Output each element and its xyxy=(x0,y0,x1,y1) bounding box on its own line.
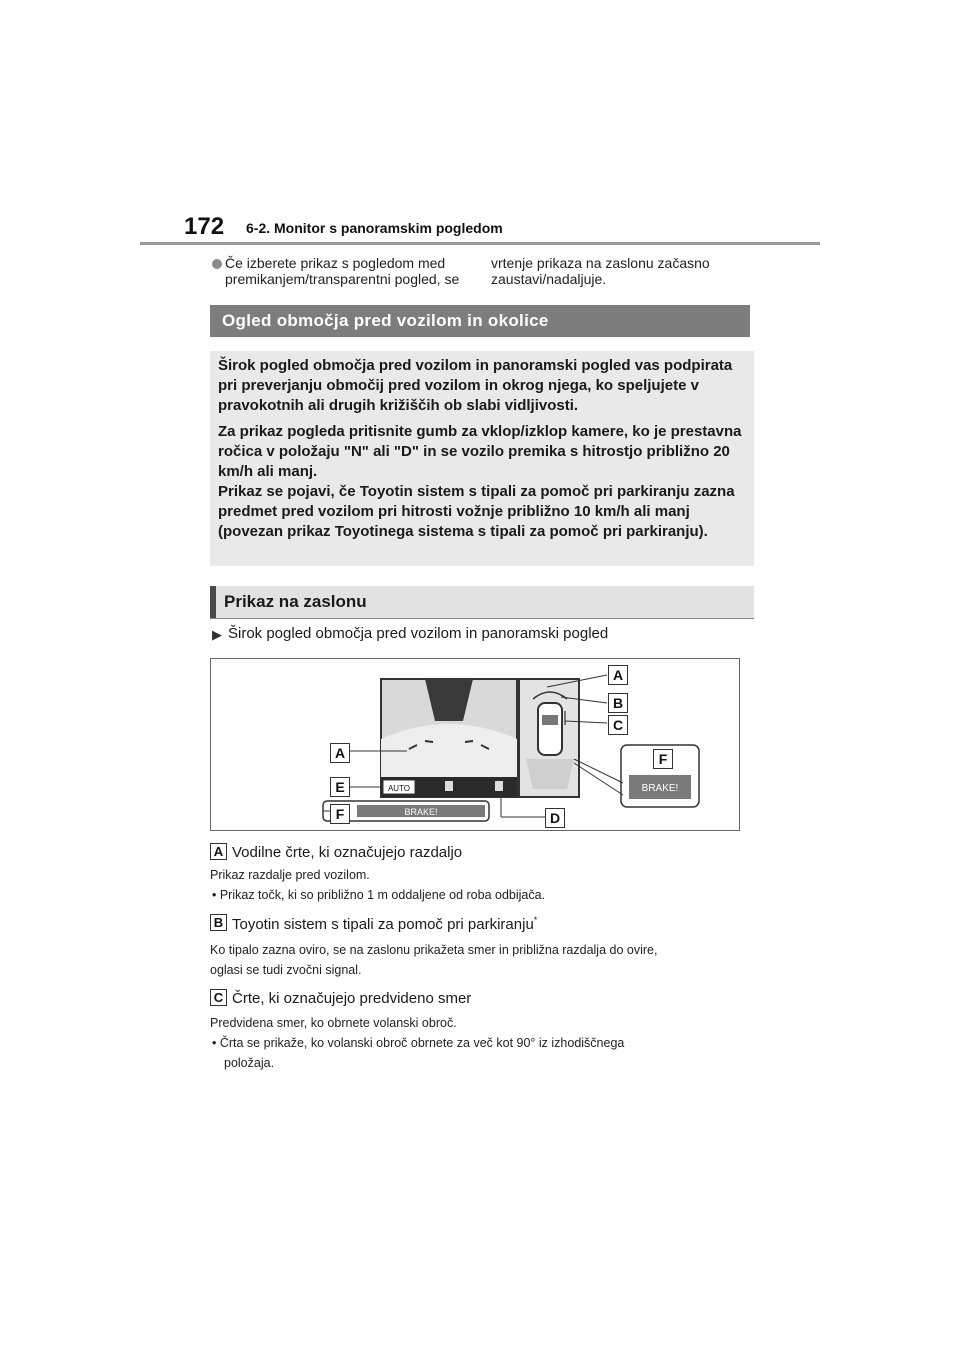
section-heading-bar xyxy=(210,305,750,337)
item-desc-line: položaja. xyxy=(224,1056,275,1070)
item-title-c: Črte, ki označujejo predvideno smer xyxy=(232,990,472,1007)
heading-accent xyxy=(210,586,216,618)
camera-screen-figure xyxy=(210,658,740,831)
windshield xyxy=(542,715,558,725)
intro-text-left xyxy=(225,255,495,287)
callout-e: E xyxy=(330,777,350,797)
item-label-b: B xyxy=(210,914,227,931)
guide-line-mark xyxy=(425,741,433,742)
intro-right-line: zaustavi/nadaljuje. xyxy=(491,271,607,287)
section-heading: Ogled območja pred vozilom in okolice xyxy=(222,311,549,330)
item-desc-line: Predvidena smer, ko obrnete volanski obroč. xyxy=(210,1016,457,1030)
header-divider xyxy=(140,242,820,245)
item-desc-line: Prikaz razdalje pred vozilom. xyxy=(210,868,370,882)
intro-right-line: vrtenje prikaza na zaslonu začasno xyxy=(491,255,710,271)
intro-text-right xyxy=(491,255,761,287)
page-number: 172 xyxy=(184,213,225,240)
item-title-b-text: Toyotin sistem s tipali za pomoč pri parkiranju xyxy=(232,916,534,933)
item-desc-line: oglasi se tudi zvočni signal. xyxy=(210,963,362,977)
callout-f: F xyxy=(330,804,350,824)
item-label-a: A xyxy=(210,843,227,860)
car-icon xyxy=(445,781,453,791)
subsection-divider xyxy=(210,618,754,619)
callout-f: F xyxy=(653,749,673,769)
item-title-b xyxy=(232,915,537,933)
callout-a: A xyxy=(330,743,350,763)
item-desc-line: • Prikaz točk, ki so približno 1 m oddaljene od roba odbijača. xyxy=(212,888,546,902)
brake-label: BRAKE! xyxy=(404,807,438,817)
item-title-a: Vodilne črte, ki označujejo razdaljo xyxy=(232,844,463,861)
bullet-icon xyxy=(212,259,222,269)
shadow-area xyxy=(526,759,574,789)
subsection-heading: Prikaz na zaslonu xyxy=(224,592,367,611)
callout-b: B xyxy=(608,693,628,713)
callout-c: C xyxy=(608,715,628,735)
subsection-heading-bar xyxy=(210,586,754,618)
item-desc-a xyxy=(210,865,750,905)
callout-d: D xyxy=(545,808,565,828)
arrow-right-icon: ▶ xyxy=(212,627,222,642)
item-desc-line: Ko tipalo zazna oviro, se na zaslonu prikažeta smer in približna razdalja do ovire, xyxy=(210,943,658,957)
section-title: 6-2. Monitor s panoramskim pogledom xyxy=(246,220,503,236)
view-subheading: Širok pogled območja pred vozilom in panoramski pogled xyxy=(228,625,609,642)
intro-left-line: premikanjem/transparentni pogled, se xyxy=(225,271,460,287)
info-paragraph: Za prikaz pogleda pritisnite gumb za vklop/izklop kamere, ko je prestavna ročica v položaju "N" ali "D" in se vozilo premika s hitrostjo približno 20 km/h ali manj. xyxy=(218,423,742,480)
guide-line-mark xyxy=(465,741,473,742)
item-desc-c xyxy=(210,1013,750,1073)
footnote-marker: * xyxy=(533,915,538,925)
info-paragraph: Prikaz se pojavi, če Toyotin sistem s tipali za pomoč pri parkiranju zazna predmet pred vozilom pri hitrosti vožnje približno 10 km/h ali manj (povezan prikaz Toyotinega sistema s tipali za pomoč pri parkiranju). xyxy=(218,483,735,540)
item-desc-b xyxy=(210,940,750,980)
brake-inset-label: BRAKE! xyxy=(641,783,679,794)
info-paragraph: Širok pogled območja pred vozilom in panoramski pogled vas podpirata pri preverjanju območij pred vozilom in okrog njega, ko speljujete v pravokotnih ali drugih križiščih ob slabi vidljivosti. xyxy=(218,357,733,414)
callout-a: A xyxy=(608,665,628,685)
car-icon xyxy=(495,781,503,791)
item-label-c: C xyxy=(210,989,227,1006)
intro-left-line: Če izberete prikaz s pogledom med xyxy=(225,255,446,271)
camera-screen-illustration xyxy=(211,659,741,832)
item-desc-line: • Črta se prikaže, ko volanski obroč obrnete za več kot 90° iz izhodiščnega xyxy=(212,1036,625,1050)
vehicle-top-view xyxy=(538,703,562,755)
info-box xyxy=(210,351,754,566)
auto-label: AUTO xyxy=(387,784,411,793)
